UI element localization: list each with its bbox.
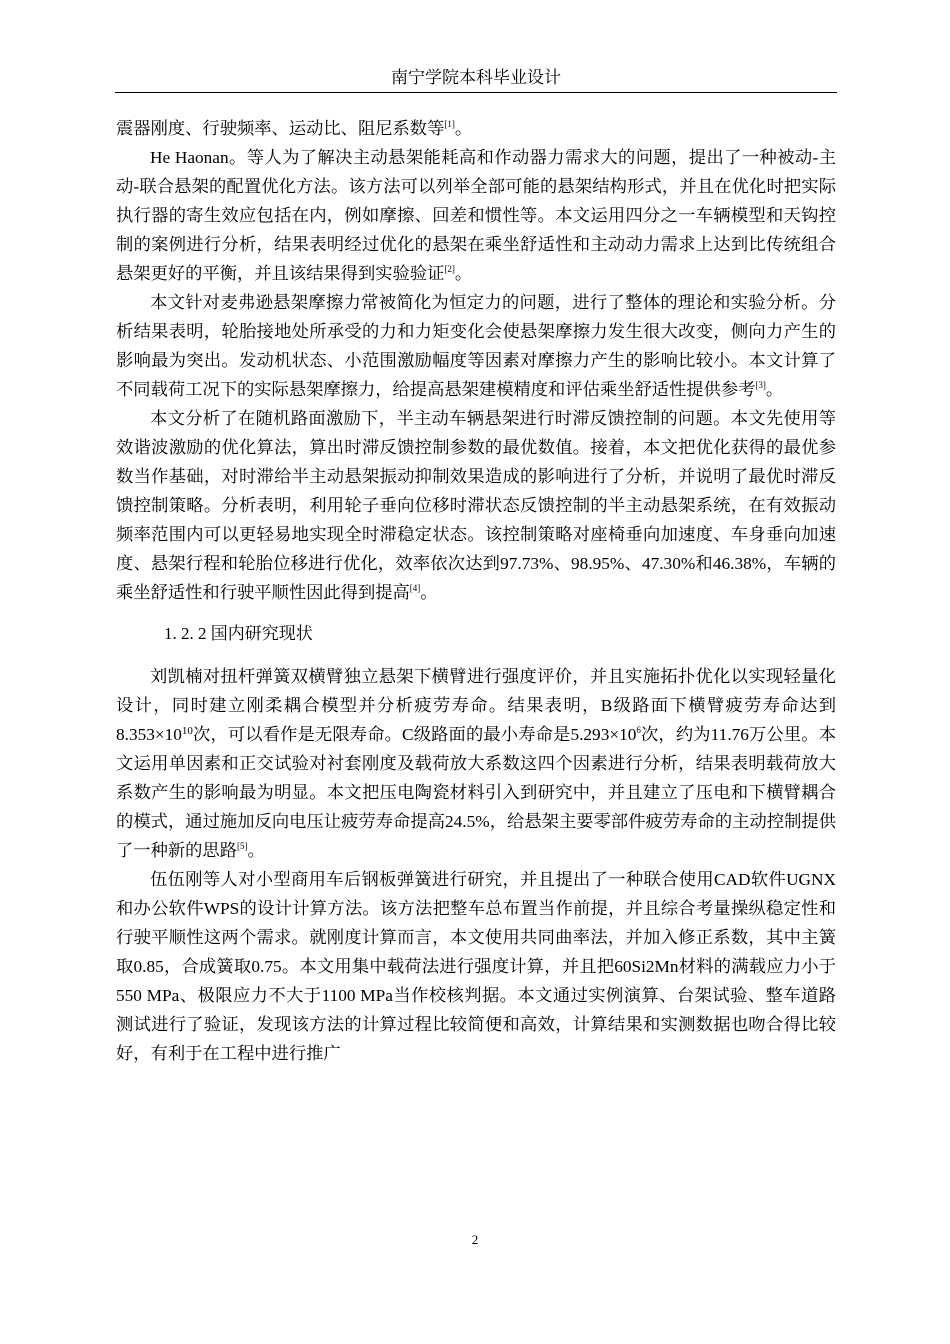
exponent-10: 10 — [181, 725, 193, 737]
document-body — [116, 114, 836, 1068]
paragraph-continuation: 震器刚度、行驶频率、运动比、阻尼系数等[1]。 — [116, 119, 473, 138]
paragraph-liu-kainan: 刘凯楠对扭杆弹簧双横臂独立悬架下横臂进行强度评价，并且实施拓扑优化以实现轻量化设计，同时建立刚柔耦合模型并分析疲劳寿命。结果表明，B级路面下横臂疲劳寿命达到$8.353\times 10^{10}$次，可以看作是无限寿命。C级路面的最小寿命是$5.293\times 10^6$次，约为11.76万公里。本文运用单因素和正交试验对衬套刚度及载荷放大系数这四个因素进行分析，结果表明载荷放大系数产生的影响最为明显。本文把压电陶瓷材料引入到研究中，并且建立了压电和下横臂耦合的模式，通过施加反向电压让疲劳寿命提高24.5%，给悬架主要零部件疲劳寿命的主动控制提供了一种新的思路[5]。 — [116, 667, 836, 860]
paragraph-macpherson-friction: 本文针对麦弗逊悬架摩擦力常被简化为恒定力的问题，进行了整体的理论和实验分析。分析结果表明，轮胎接地处所承受的力和力矩变化会使悬架摩擦力发生很大改变，侧向力产生的影响最为突出。发动机状态、小范围激励幅度等因素对摩擦力产生的影响比较小。本文计算了不同载荷工况下的实际悬架摩擦力，给提高悬架建模精度和评估乘坐舒适性提供参考[3]。 — [116, 293, 836, 399]
section-heading: 1. 2. 2 国内研究现状 — [164, 624, 313, 643]
paragraph-he-haonan: He Haonan。等人为了解决主动悬架能耗高和作动器力需求大的问题，提出了一种被动-主动-联合悬架的配置优化方法。该方法可以列举全部可能的悬架结构形式，并且在优化时把实际执行器的寄生效应包括在内，例如摩擦、回差和惯性等。本文运用四分之一车辆模型和天钩控制的案例进行分析，结果表明经过优化的悬架在乘坐舒适性和主动动力需求上达到比传统组合悬架更好的平衡，并且该结果得到实验验证[2]。 — [116, 148, 836, 283]
page-number: 2 — [471, 1232, 479, 1247]
exponent-6: 6 — [636, 725, 641, 735]
citation-3[interactable]: [3] — [755, 380, 766, 390]
paragraph-wu-wugang: 伍伍刚等人对小型商用车后钢板弹簧进行研究，并且提出了一种联合使用CAD软件UGNX和办公软件WPS的设计计算方法。该方法把整车总布置当作前提，并且综合考量操纵稳定性和行驶平顺性这两个需求。就刚度计算而言，本文使用共同曲率法，并加入修正系数，其中主簧取0.85，合成簧取0.75。本文用集中载荷法进行强度计算，并且把60Si2Mn材料的满载应力小于550 MPa、极限应力不大于1100 MPa当作校核判据。本文通过实例演算、台架试验、整车道路测试进行了验证，发现该方法的计算过程比较简便和高效，计算结果和实测数据也吻合得比较好，有利于在工程中进行推广 — [116, 870, 836, 1063]
citation-5[interactable]: [5] — [236, 841, 248, 851]
paragraph-time-delay-control: 本文分析了在随机路面激励下，半主动车辆悬架进行时滞反馈控制的问题。本文先使用等效谐波激励的优化算法，算出时滞反馈控制参数的最优数值。接着，本文把优化获得的最优参数当作基础，对时滞给半主动悬架振动抑制效果造成的影响进行了分析，并说明了最优时滞反馈控制策略。分析表明，利用轮子垂向位移时滞状态反馈控制的半主动悬架系统，在有效振动频率范围内可以更轻易地实现全时滞稳定状态。该控制策略对座椅垂向加速度、车身垂向加速度、悬架行程和轮胎位移进行优化，效率依次达到97.73%、98.95%、47.30%和46.38%，车辆的乘坐舒适性和行驶平顺性因此得到提高[4]。 — [116, 409, 836, 602]
citation-1[interactable]: [1] — [444, 119, 455, 129]
page-header: 南宁学院本科毕业设计 — [391, 68, 561, 87]
citation-2[interactable]: [2] — [444, 264, 455, 274]
header-rule — [115, 92, 837, 93]
citation-4[interactable]: [4] — [409, 583, 421, 593]
